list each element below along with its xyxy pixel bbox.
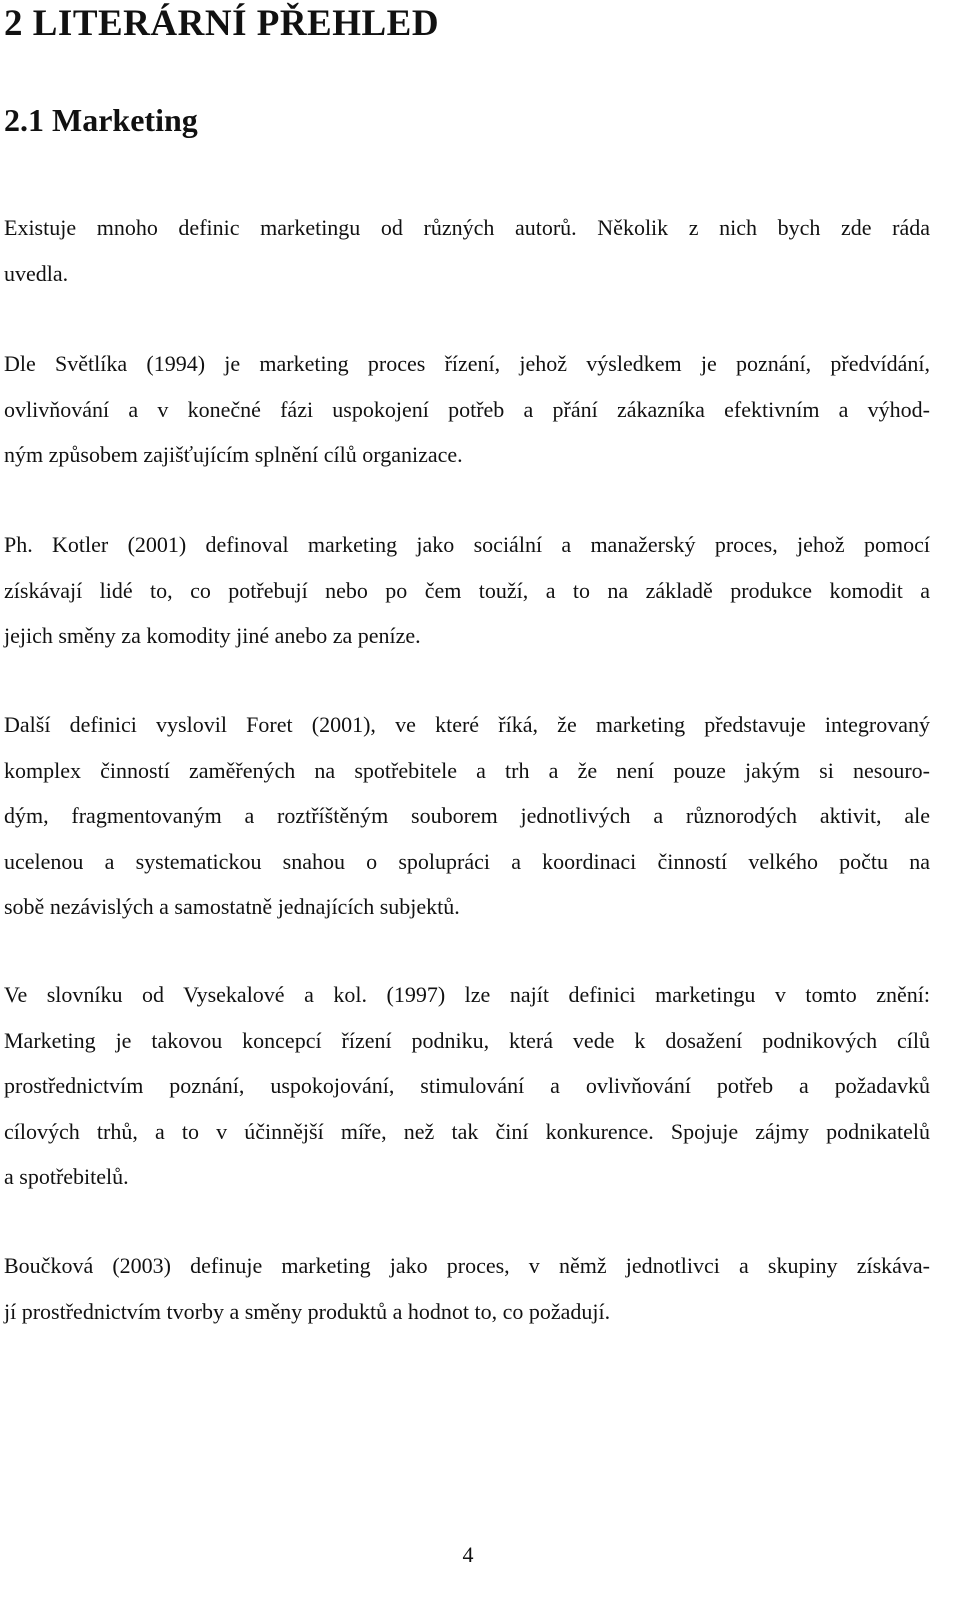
paragraph-line: a spotřebitelů. — [4, 1164, 129, 1189]
paragraph-line: sobě nezávislých a samostatně jednajících subjektů. — [4, 894, 460, 919]
paragraph-bouckova — [4, 1243, 930, 1334]
paragraph-line: Boučková (2003) definuje marketing jako proces, v němž jednotlivci a skupiny získáva- — [4, 1253, 930, 1278]
paragraph-line: dým, fragmentovaným a roztříštěným souborem jednotlivých a různorodých aktivit, ale — [4, 803, 930, 828]
section-title: 2.1 Marketing — [4, 102, 198, 138]
paragraph-line: Ve slovníku od Vysekalové a kol. (1997) lze najít definici marketingu v tomto znění: — [4, 982, 930, 1007]
paragraph-line: Další definici vyslovil Foret (2001), ve které říká, že marketing představuje integrovaný — [4, 712, 930, 737]
paragraph-line: komplex činností zaměřených na spotřebitele a trh a že není pouze jakým si nesouro- — [4, 757, 930, 783]
paragraph-line: Dle Světlíka (1994) je marketing proces řízení, jehož výsledkem je poznání, předvídání, — [4, 351, 930, 376]
paragraph-line: Existuje mnoho definic marketingu od různých autorů. Několik z nich bych zde ráda — [4, 215, 930, 240]
chapter-title: 2 LITERÁRNÍ PŘEHLED — [4, 3, 440, 44]
paragraph-line: Marketing je takovou koncepcí řízení podniku, která vede k dosažení podnikových cílů — [4, 1027, 930, 1053]
paragraph-line: ucelenou a systematickou snahou o spolupráci a koordinaci činností velkého počtu na — [4, 848, 930, 874]
paragraph-line: ovlivňování a v konečné fázi uspokojení potřeb a přání zákazníka efektivním a výhod- — [4, 396, 930, 422]
paragraph-line: získávají lidé to, co potřebují nebo po čem touží, a to na základě produkce komodit a — [4, 577, 930, 603]
paragraph-line: prostřednictvím poznání, uspokojování, stimulování a ovlivňování potřeb a požadavků — [4, 1073, 930, 1098]
paragraph-svetlik — [4, 341, 930, 478]
paragraph-kotler — [4, 522, 930, 659]
paragraph-line: cílových trhů, a to v účinnější míře, než tak činí konkurence. Spojuje zájmy podnikatelů — [4, 1118, 930, 1144]
paragraph-line: ným způsobem zajišťujícím splnění cílů organizace. — [4, 442, 463, 467]
page-number: 4 — [462, 1542, 474, 1567]
paragraph-line: Ph. Kotler (2001) definoval marketing jako sociální a manažerský proces, jehož pomocí — [4, 532, 930, 557]
paragraph-line: uvedla. — [4, 260, 69, 286]
paragraph-line: jí prostřednictvím tvorby a směny produktů a hodnot to, co požadují. — [4, 1298, 611, 1324]
paragraph-line: jejich směny za komodity jiné anebo za peníze. — [4, 623, 421, 648]
paragraph-foret — [4, 702, 930, 930]
paragraph-intro — [4, 205, 930, 296]
paragraph-vysekalova — [4, 972, 930, 1200]
